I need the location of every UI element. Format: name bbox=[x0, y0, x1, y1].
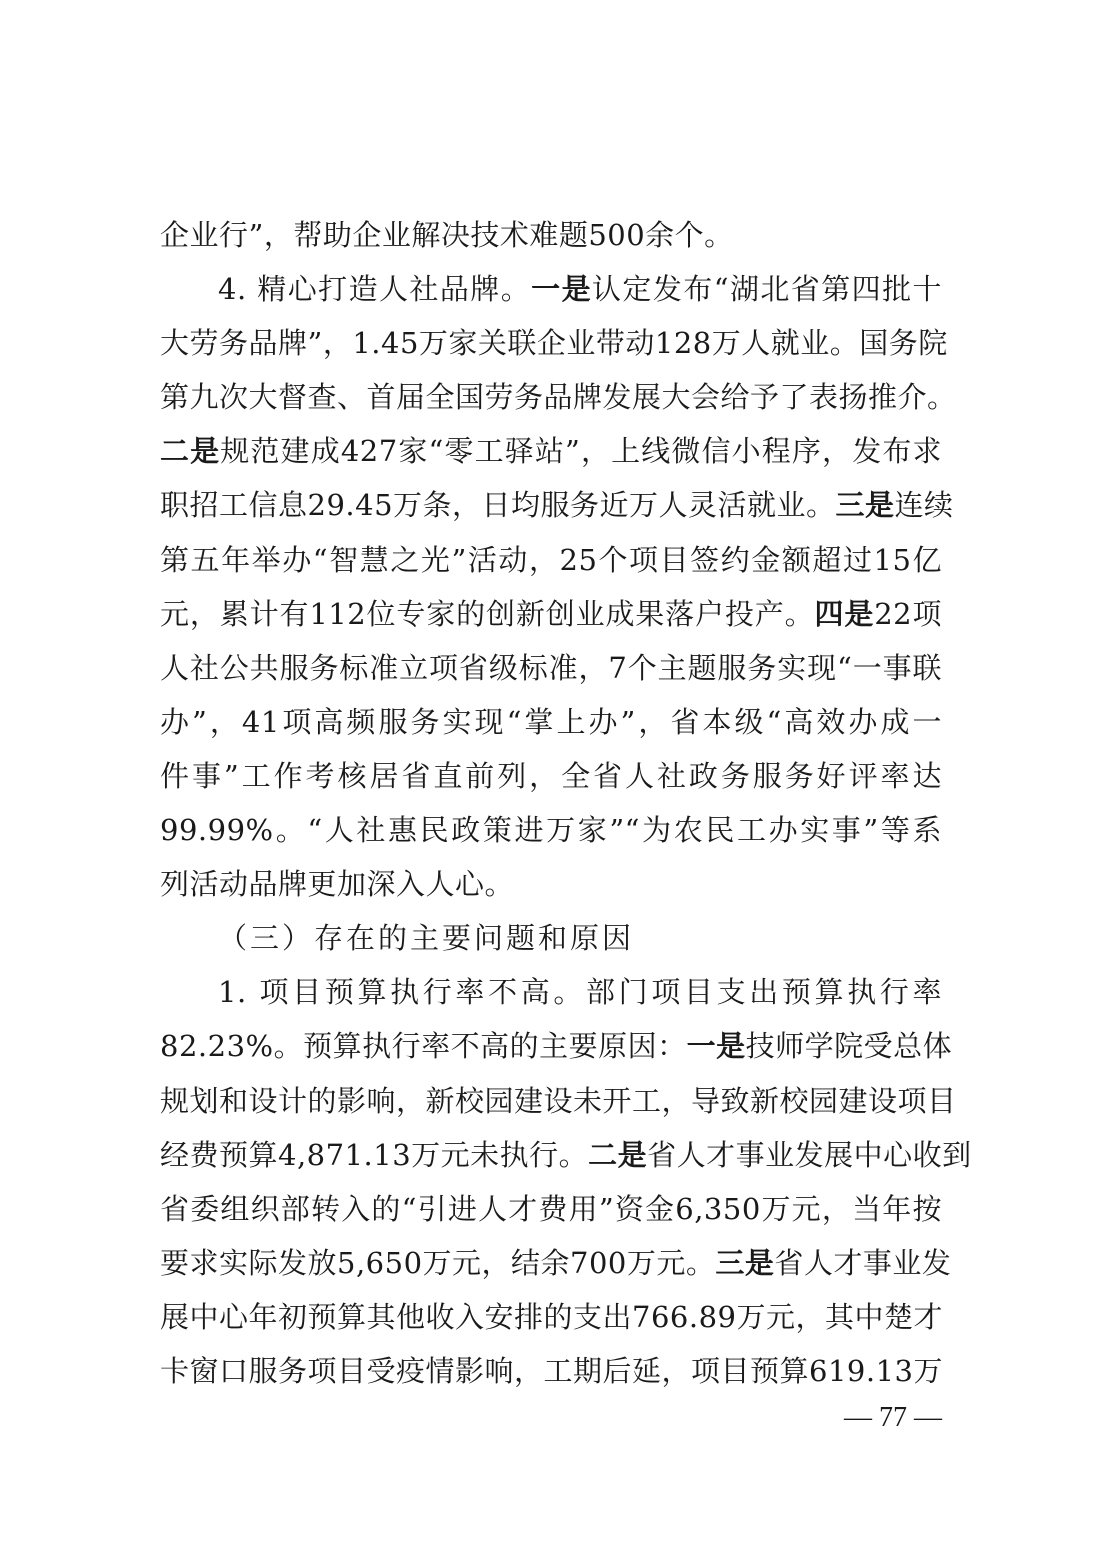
bold-marker: 一是 bbox=[531, 272, 592, 307]
text-run: 技师学院受总体 bbox=[745, 1029, 953, 1064]
text-line: 大劳务品牌”，1.45万家关联企业带动128万人就业。国务院 bbox=[160, 326, 948, 361]
text-line bbox=[160, 478, 954, 532]
text-run: 元，累计有112位专家的创新创业成果落户投产。 bbox=[160, 596, 815, 631]
text-line: 第九次大督查、首届全国劳务品牌发展大会给予了表扬推介。 bbox=[160, 380, 957, 415]
text-run: 经费预算4,871.13万元未执行。 bbox=[160, 1137, 589, 1172]
document-page bbox=[160, 208, 972, 1398]
bold-marker: 三是 bbox=[715, 1245, 775, 1280]
text-line: 规划和设计的影响，新校园建设未开工，导致新校园建设项目 bbox=[160, 1083, 957, 1118]
bold-marker: 二是 bbox=[160, 434, 221, 469]
text-line: 人社公共服务标准立项省级标准，7个主题服务实现“一事联 bbox=[160, 650, 942, 685]
text-line: 企业行”，帮助企业解决技术难题500余个。 bbox=[160, 218, 734, 252]
bold-marker: 三是 bbox=[835, 488, 895, 523]
text-line bbox=[160, 1128, 972, 1182]
text-run: 要求实际发放5,650万元，结余700万元。 bbox=[160, 1245, 716, 1280]
text-run: 省人才事业发展中心收到 bbox=[647, 1137, 972, 1172]
text-line: 展中心年初预算其他收入安排的支出766.89万元，其中楚才 bbox=[160, 1299, 943, 1334]
text-run: 职招工信息29.45万条，日均服务近万人灵活就业。 bbox=[160, 488, 836, 523]
text-run: 规范建成427家“零工驿站”，上线微信小程序，发布求 bbox=[220, 434, 942, 469]
text-run: 认定发布“湖北省第四批十 bbox=[592, 272, 942, 307]
text-line: 第五年举办“智慧之光”活动，25个项目签约金额超过15亿 bbox=[160, 542, 942, 577]
section-heading: （三）存在的主要问题和原因 bbox=[218, 921, 635, 956]
text-line bbox=[160, 262, 942, 316]
text-line bbox=[160, 587, 942, 641]
bold-marker: 四是 bbox=[814, 596, 875, 631]
text-line: 1. 项目预算执行率不高。部门项目支出预算执行率 bbox=[218, 975, 942, 1010]
text-line: 办”，41项高频服务实现“掌上办”，省本级“高效办成一 bbox=[160, 704, 942, 739]
text-line: 件事”工作考核居省直前列，全省人社政务服务好评率达 bbox=[160, 758, 942, 793]
page-number: — 77 — bbox=[844, 1402, 942, 1433]
text-run: 省人才事业发 bbox=[774, 1245, 952, 1280]
text-line bbox=[160, 424, 942, 478]
text-line bbox=[160, 1236, 952, 1290]
text-line: 列活动品牌更加深入人心。 bbox=[160, 867, 515, 902]
text-line: 省委组织部转入的“引进人才费用”资金6,350万元，当年按 bbox=[160, 1191, 942, 1226]
text-run: 4. 精心打造人社品牌。 bbox=[218, 272, 532, 307]
text-line: 卡窗口服务项目受疫情影响，工期后延，项目预算619.13万 bbox=[160, 1353, 943, 1388]
text-run: 82.23%。预算执行率不高的主要原因： bbox=[160, 1029, 687, 1064]
text-line bbox=[160, 1019, 953, 1073]
text-run: 22项 bbox=[874, 596, 942, 631]
bold-marker: 一是 bbox=[686, 1029, 746, 1064]
bold-marker: 二是 bbox=[588, 1137, 648, 1172]
text-line: 99.99%。“人社惠民政策进万家”“为农民工办实事”等系 bbox=[160, 813, 942, 848]
text-run: 连续 bbox=[894, 488, 954, 523]
